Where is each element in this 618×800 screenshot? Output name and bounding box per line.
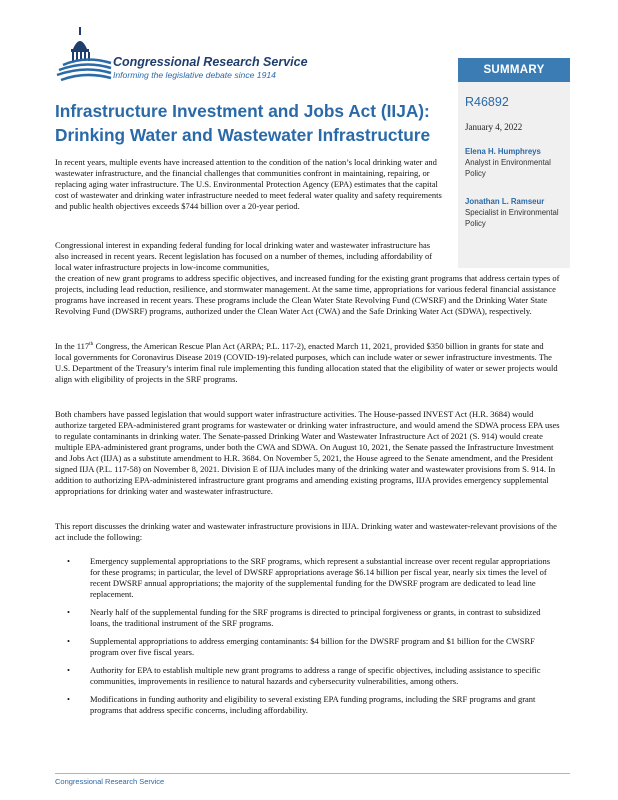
bullet-icon: • xyxy=(67,694,70,704)
provisions-list xyxy=(55,556,555,723)
paragraph-2-lead: Congressional interest in expanding federal funding for local drinking water and wastewater infrastructure has also increased in recent years. Recent legislation has focused on a number of themes, including affordability of local water infrastructure projects in low-income communities, xyxy=(55,240,433,272)
bullet-icon: • xyxy=(67,607,70,617)
paragraph-4: Both chambers have passed legislation that would support water infrastructure activities. The House-passed INVEST Act (H.R. 3684) would authorize targeted EPA-administered grant programs for wastewater or drinking water infrastructure, and would amend the SDWA process EPA uses to regulate contaminants in drinking water. The Senate-passed Drinking Water and Wastewater Infrastructure Act of 2021 (S. 914) would create multiple EPA-administered grant programs, under both the CWA and SDWA. On August 10, 2021, the Senate passed the Infrastructure Investment and Jobs Act (IIJA) as a substitute amendment to H.R. 3684. On November 5, 2021, the House agreed to the Senate amendment, and the President signed IIJA (P.L. 117-58) on November 8, 2021. Division E of IIJA includes many of the drinking water and wastewater provisions from S. 914. In addition to authorizing EPA-administered infrastructure grant programs and amending existing programs, IIJA provides emergency supplemental appropriations for drinking water and wastewater infrastructure. xyxy=(55,409,560,496)
author-role: Specialist in Environmental Policy xyxy=(465,208,559,228)
list-item-text: Authority for EPA to establish multiple new grant programs to address a range of specific objectives, including assistance to specific communities, improvements in resilience to natural hazards and cybersecurity vulnerabilities, among others. xyxy=(90,665,541,686)
summary-heading: SUMMARY xyxy=(458,58,570,82)
report-number: R46892 xyxy=(465,95,509,109)
list-item xyxy=(55,607,555,629)
ordinal-suffix: th xyxy=(89,341,94,348)
capitol-dome-icon xyxy=(55,25,113,83)
author-role: Analyst in Environmental Policy xyxy=(465,158,551,178)
list-item xyxy=(55,636,555,658)
list-item xyxy=(55,556,555,600)
footer-text: Congressional Research Service xyxy=(55,777,165,786)
list-item-text: Supplemental appropriations to address emerging contaminants: $4 billion for the DWSRF program and $1 billion for the CWSRF program over five fiscal years. xyxy=(90,636,535,657)
congress-number: In the 117 xyxy=(55,341,90,351)
author-name: Elena H. Humphreys xyxy=(465,147,541,156)
bullet-icon: • xyxy=(67,665,70,675)
org-name: Congressional Research Service xyxy=(113,55,308,69)
report-title: Infrastructure Investment and Jobs Act (IIJA): Drinking Water and Wastewater Infrastructure xyxy=(55,101,431,145)
list-item xyxy=(55,694,555,716)
footer-divider xyxy=(55,773,570,774)
list-item xyxy=(55,665,555,687)
paragraph-5: This report discusses the drinking water and wastewater infrastructure provisions in IIJA. Drinking water and wastewater-relevant provisions of the act include the following: xyxy=(55,521,557,542)
author-2 xyxy=(465,196,573,229)
paragraph-3 xyxy=(55,341,560,385)
list-item-text: Modifications in funding authority and eligibility to several existing EPA funding programs, including the SRF programs and grant programs that address specific concerns, including affordability. xyxy=(90,694,536,715)
list-item-text: Nearly half of the supplemental funding for the SRF programs is directed to principal forgiveness or grants, in contrast to subsidized loans, the traditional instrument of the SRF programs. xyxy=(90,607,541,628)
paragraph-2-cont: the creation of new grant programs to address specific objectives, and increased funding for the existing grant programs that address certain types of projects, including lead reduction, resilience, and stormwater management. At the same time, appropriations for various federal financial assistance programs have increased in recent years. These programs include the Clean Water State Revolving Fund (CWSRF) and the Drinking Water State Revolving Fund (DWSRF) programs, authorized under the Clean Water Act (CWA) and the Safe Drinking Water Act (SDWA), respectively. xyxy=(55,273,560,316)
crs-logo xyxy=(55,25,325,83)
org-tagline: Informing the legislative debate since 1914 xyxy=(113,70,276,80)
bullet-icon: • xyxy=(67,636,70,646)
report-date: January 4, 2022 xyxy=(465,122,523,132)
bullet-icon: • xyxy=(67,556,70,566)
paragraph-1: In recent years, multiple events have increased attention to the condition of the nation’s local drinking water and wastewater infrastructure, and the financial challenges that communities confront in maintaining, repairing, or replacing aging water infrastructure. The U.S. Environmental Protection Agency (EPA) estimates that the capital cost of wastewater and drinking water infrastructure needed to meet federal water quality and safety requirements and public health objectives exceeds $744 billion over a 20-year period. xyxy=(55,157,442,211)
author-name: Jonathan L. Ramseur xyxy=(465,197,545,206)
author-1 xyxy=(465,146,573,179)
paragraph-3-text: Congress, the American Rescue Plan Act (ARPA; P.L. 117-2), enacted March 11, 2021, provided $350 billion in grants for state and local governments for Coronavirus Disease 2019 (COVID-19)-related purposes, which can include water or sewer infrastructure investments. The U.S. Department of the Treasury’s interim final rule implementing this funding allocation stated that the eligibility of water or sewer projects would align with eligibility of projects in the SRF programs. xyxy=(55,341,558,384)
list-item-text: Emergency supplemental appropriations to the SRF programs, which represent a substantial increase over recent regular appropriations for these programs; in particular, the level of DWSRF appropriations average $6.14 billion per fiscal year, nearly six times the level of recent DWSRF annual appropriations; the majority of the supplemental funding for the DWSRF program are dedicated to lead line replacement. xyxy=(90,556,551,599)
